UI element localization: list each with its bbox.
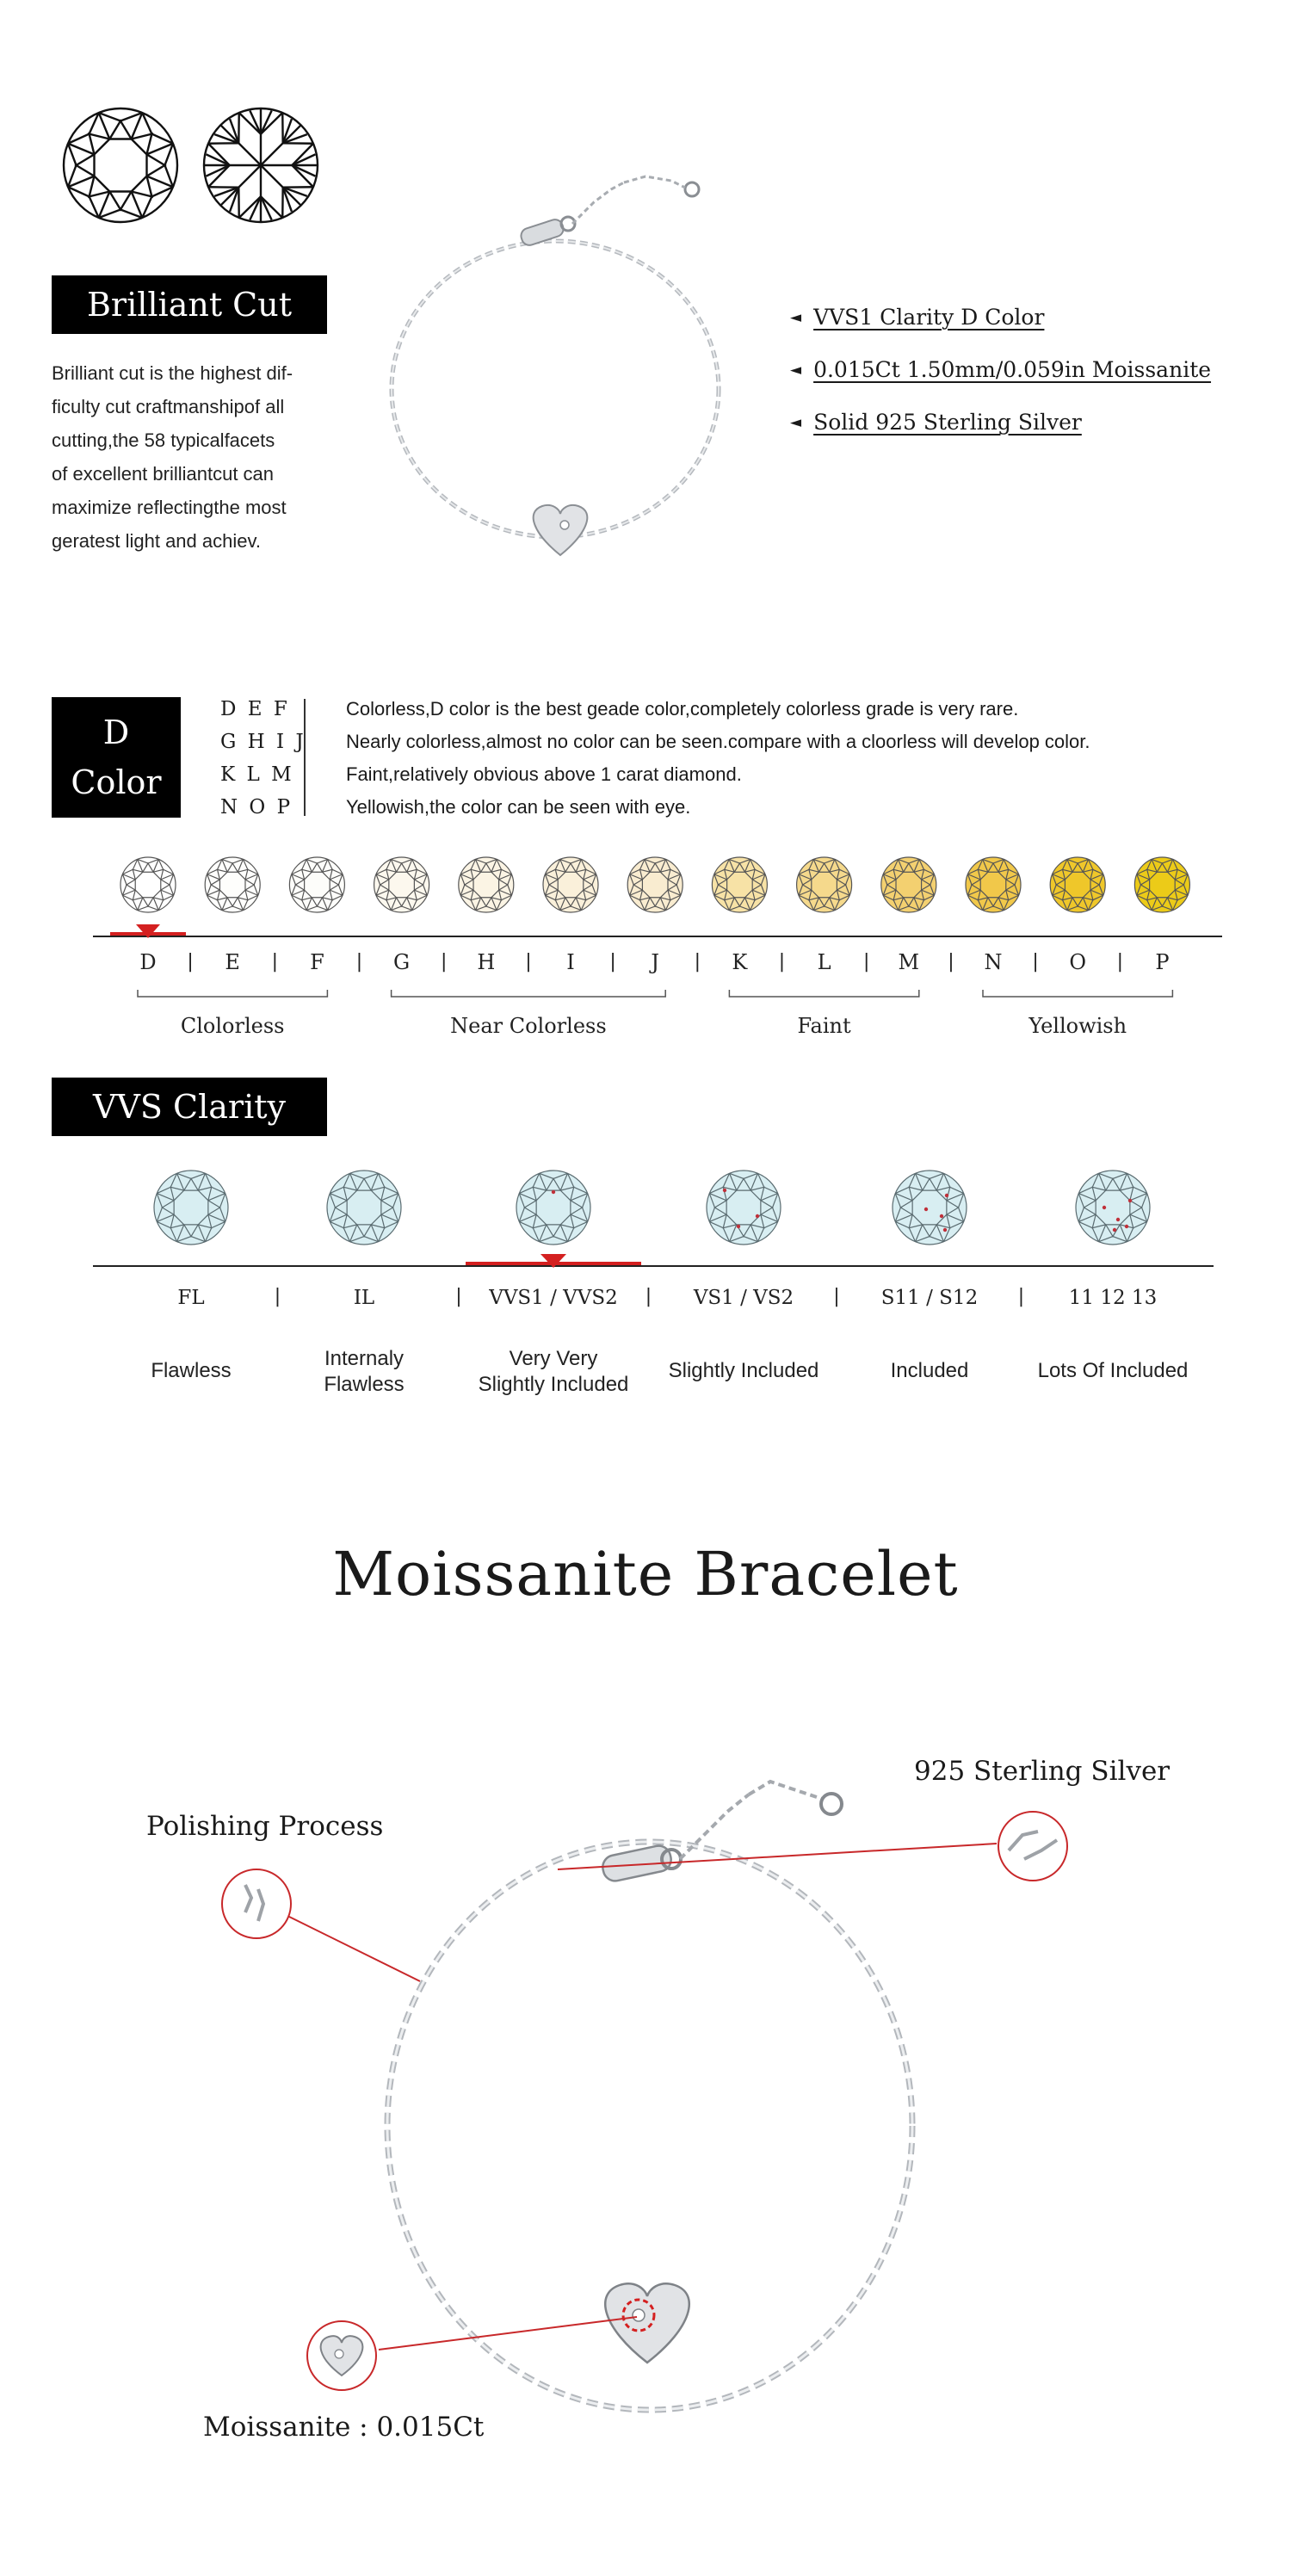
color-grade-text: Colorless,D color is the best geade color,completely colorless grade is very rare.: [346, 698, 1019, 720]
clarity-gem-icon: [1076, 1171, 1150, 1245]
clarity-scale-separator: |: [455, 1286, 462, 1307]
color-scale-letter: M: [898, 950, 920, 974]
color-grade-row: [220, 726, 1253, 758]
clarity-desc-label: Flawless: [324, 1373, 405, 1396]
color-group-label: Yellowish: [1028, 1014, 1127, 1038]
color-gem-f-icon: [289, 857, 344, 912]
clarity-grade-label: VVS1 / VVS2: [489, 1287, 618, 1309]
color-scale-separator: |: [609, 951, 616, 973]
inclusion-dot: [1125, 1225, 1128, 1228]
color-gem-e-icon: [205, 857, 260, 912]
callout-silver-label: 925 Sterling Silver: [914, 1756, 1171, 1787]
desc-line: of excellent brilliantcut can: [52, 463, 275, 485]
clarity-scale-graphic: [0, 1162, 1291, 1420]
clarity-gem-icon: [327, 1171, 401, 1245]
clarity-grade-label: 11 12 13: [1068, 1287, 1158, 1309]
feature-list: [790, 291, 1272, 448]
clarity-desc-label: Included: [890, 1359, 969, 1382]
color-grade-text: Yellowish,the color can be seen with eye.: [346, 796, 691, 818]
clarity-scale-separator: |: [833, 1286, 840, 1307]
feature-item: [790, 396, 1272, 448]
bracelet-small-image: [361, 164, 775, 585]
clarity-gem-icon: [516, 1171, 590, 1245]
color-gem-n-icon: [966, 857, 1021, 912]
clarity-desc-label: Internaly: [324, 1347, 405, 1370]
color-gem-d-icon: [120, 857, 176, 912]
color-group-label: Near Colorless: [450, 1014, 607, 1038]
clarity-grade-label: FL: [177, 1287, 205, 1309]
color-gem-g-icon: [374, 857, 429, 912]
clarity-heading: VVS Clarity: [52, 1078, 327, 1136]
feature-text: 0.015Ct 1.50mm/0.059in Moissanite: [813, 357, 1212, 382]
color-grade-codes: K L M: [220, 763, 294, 786]
clarity-scale-separator: |: [645, 1286, 652, 1307]
inclusion-dot: [945, 1194, 948, 1197]
color-gem-i-icon: [543, 857, 598, 912]
clarity-gem-icon: [893, 1171, 967, 1245]
color-grade-label: [52, 697, 181, 818]
color-group-bracket: [392, 990, 666, 997]
color-scale-separator: |: [778, 951, 786, 973]
color-gem-m-icon: [881, 857, 936, 912]
color-grade-row: [220, 791, 1253, 824]
color-group-label: Clolorless: [180, 1014, 285, 1038]
color-grade-row: [220, 758, 1253, 791]
color-scale-letter: I: [566, 950, 575, 974]
color-scale-separator: |: [1032, 951, 1039, 973]
bullet-icon: ◄: [790, 361, 802, 379]
color-scale-letter: L: [817, 950, 831, 974]
desc-line: geratest light and achiev.: [52, 530, 261, 552]
bullet-icon: ◄: [790, 308, 802, 326]
inclusion-dot: [940, 1214, 943, 1218]
color-gem-l-icon: [797, 857, 852, 912]
clarity-scale: [0, 1162, 1291, 1420]
color-grade-table: [220, 693, 1253, 824]
color-scale-separator: |: [440, 951, 448, 973]
color-scale-letter: D: [139, 950, 157, 974]
feature-text: Solid 925 Sterling Silver: [813, 410, 1082, 435]
color-scale-separator: |: [271, 951, 279, 973]
inclusion-dot: [943, 1228, 947, 1232]
clarity-scale-separator: |: [1017, 1286, 1025, 1307]
brilliant-cut-diagram-top-icon: [60, 105, 181, 225]
color-grade-codes: G H I J: [220, 731, 306, 753]
color-grade-row: [220, 693, 1253, 726]
color-scale-letter: J: [651, 950, 660, 974]
color-gem-k-icon: [712, 857, 767, 912]
color-grade-codes: D E F: [220, 698, 290, 720]
color-scale-separator: |: [525, 951, 532, 973]
clarity-grade-label: VS1 / VS2: [693, 1287, 794, 1309]
color-scale-letter: E: [225, 950, 240, 974]
feature-item: [790, 291, 1272, 343]
clarity-gem-icon: [154, 1171, 228, 1245]
color-group-bracket: [729, 990, 918, 997]
clarity-desc-label: Lots Of Included: [1037, 1359, 1189, 1382]
color-gem-o-icon: [1050, 857, 1105, 912]
color-scale-letter: O: [1069, 950, 1087, 974]
inclusion-dot: [756, 1214, 759, 1218]
clarity-grade-label: S11 / S12: [880, 1287, 979, 1309]
color-group-bracket: [983, 990, 1172, 997]
brilliant-cut-heading: Brilliant Cut: [52, 275, 327, 334]
clarity-grade-label: IL: [353, 1287, 375, 1309]
color-gem-p-icon: [1134, 857, 1189, 912]
color-scale-letter: F: [310, 950, 324, 974]
inclusion-dot: [1116, 1218, 1120, 1221]
color-scale-letter: K: [732, 950, 748, 974]
bullet-icon: ◄: [790, 413, 802, 431]
color-scale-letter: H: [477, 950, 496, 974]
color-gem-j-icon: [627, 857, 683, 912]
product-title: Moissanite Bracelet: [332, 1539, 959, 1609]
color-gem-h-icon: [459, 857, 514, 912]
color-grade-letter: D: [102, 713, 130, 751]
brilliant-cut-description: [52, 356, 361, 558]
color-group-label: Faint: [797, 1014, 851, 1038]
callout-polishing-label: Polishing Process: [146, 1811, 384, 1842]
color-scale-separator: |: [948, 951, 954, 973]
inclusion-dot: [1103, 1206, 1106, 1209]
color-grade-codes: N O P: [220, 796, 293, 819]
callout-stone-label: Moissanite : 0.015Ct: [203, 2412, 485, 2443]
desc-line: ficulty cut craftmanshipof all: [52, 396, 285, 417]
color-scale: [0, 852, 1291, 1041]
clarity-gem-icon: [707, 1171, 781, 1245]
color-scale-letter: N: [984, 950, 1003, 974]
desc-line: Brilliant cut is the highest dif-: [52, 362, 293, 384]
feature-text: VVS1 Clarity D Color: [813, 305, 1045, 330]
inclusion-dot: [924, 1208, 928, 1211]
color-grade-word: Color: [71, 763, 162, 801]
inclusion-dot: [1113, 1228, 1116, 1232]
clarity-desc-label: Flawless: [151, 1359, 232, 1382]
color-group-bracket: [138, 990, 327, 997]
clarity-desc-label: Slightly Included: [668, 1359, 819, 1382]
color-scale-letter: G: [393, 950, 411, 974]
inclusion-dot: [552, 1190, 555, 1194]
inclusion-dot: [723, 1189, 726, 1192]
color-scale-letter: P: [1155, 950, 1170, 974]
desc-line: maximize reflectingthe most: [52, 497, 287, 518]
inclusion-dot: [1128, 1199, 1132, 1202]
clarity-desc-label: Slightly Included: [478, 1373, 629, 1396]
inclusion-dot: [737, 1225, 740, 1228]
desc-line: cutting,the 58 typicalfacets: [52, 429, 275, 451]
brilliant-cut-diagram-bottom-icon: [201, 105, 321, 225]
clarity-scale-separator: |: [274, 1286, 281, 1307]
color-scale-separator: |: [187, 951, 194, 973]
color-scale-separator: |: [694, 951, 701, 973]
feature-item: [790, 343, 1272, 396]
clarity-desc-label: Very Very: [509, 1347, 598, 1370]
color-scale-separator: |: [1116, 951, 1124, 973]
color-scale-graphic: [0, 852, 1291, 1041]
color-grade-text: Nearly colorless,almost no color can be seen.compare with a cloorless will develop color.: [346, 731, 1090, 752]
color-scale-separator: |: [355, 951, 363, 973]
color-scale-separator: |: [862, 951, 870, 973]
color-grade-text: Faint,relatively obvious above 1 carat diamond.: [346, 763, 742, 785]
